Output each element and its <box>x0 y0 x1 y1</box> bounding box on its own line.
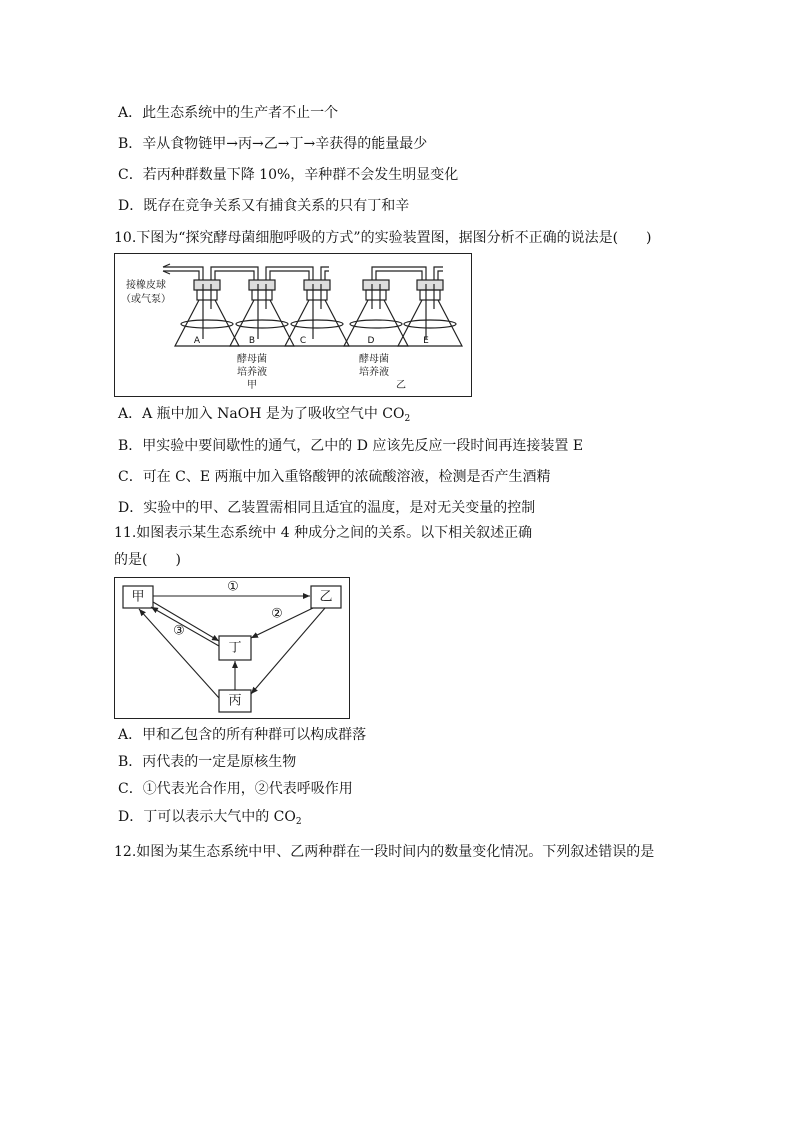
yeast-label-d-1: 酵母菌 <box>359 354 389 365</box>
q10-option-d: D．实验中的甲、乙装置需相同且适宜的温度，是对无关变量的控制 <box>118 500 536 516</box>
flask-c-label: C <box>299 336 307 346</box>
tube-d-e <box>372 267 426 280</box>
q11-option-d-text: D．丁可以表示大气中的 CO <box>118 809 296 825</box>
yeast-label-b-1: 酵母菌 <box>237 354 267 365</box>
q10-option-a <box>118 405 410 423</box>
q11-option-c: C．①代表光合作用，②代表呼吸作用 <box>118 781 353 797</box>
flask-a-label: A <box>193 336 201 346</box>
ecosystem-diagram <box>115 578 349 718</box>
label-3: ③ <box>173 623 185 639</box>
q9-option-d: D．既存在竞争关系又有捕食关系的只有丁和辛 <box>118 198 410 214</box>
q12-stem: 12.如图为某生态系统中甲、乙两种群在一段时间内的数量变化情况。下列叙述错误的是 <box>114 844 655 860</box>
flask-b-label: B <box>248 336 256 346</box>
flask-c <box>285 280 349 346</box>
q11-option-d <box>118 808 302 826</box>
yeast-label-d-2: 培养液 <box>359 367 389 378</box>
tube-a-b <box>211 267 258 280</box>
flask-a <box>175 280 239 346</box>
flask-e <box>398 280 462 346</box>
arrow-yi-to-bing <box>251 608 325 694</box>
node-bing: 丙 <box>228 693 242 709</box>
q11-stem-line2: 的是( ) <box>114 552 181 568</box>
node-ding: 丁 <box>228 640 242 656</box>
node-jia: 甲 <box>131 589 145 605</box>
arrow-bing-to-jia <box>139 609 219 698</box>
tube-b-c <box>266 267 313 280</box>
q9-option-a: A．此生态系统中的生产者不止一个 <box>118 105 339 121</box>
flask-b <box>230 280 294 346</box>
q10-option-a-subscript: 2 <box>404 414 411 424</box>
flask-d <box>344 280 408 346</box>
pump-label-2: （或气泵） <box>121 294 171 305</box>
q11-option-a: A．甲和乙包含的所有种群可以构成群落 <box>118 727 367 743</box>
q10-apparatus-figure <box>114 253 472 397</box>
q10-option-b: B．甲实验中要间歇性的通气，乙中的 D 应该先反应一段时间再连接装置 E <box>118 438 584 454</box>
node-yi: 乙 <box>319 589 333 605</box>
pump-label-1: 接橡皮球 <box>126 280 166 291</box>
flask-e-label: E <box>423 336 429 346</box>
group-yi-label: 乙 <box>396 380 406 391</box>
q10-option-c: C．可在 C、E 两瓶中加入重铬酸钾的浓硫酸溶液，检测是否产生酒精 <box>118 469 551 485</box>
label-2: ② <box>271 606 283 622</box>
q11-option-b: B．丙代表的一定是原核生物 <box>118 754 297 770</box>
group-jia-label: 甲 <box>247 380 257 391</box>
apparatus-diagram <box>115 254 471 396</box>
yeast-label-b-2: 培养液 <box>237 367 267 378</box>
q10-stem: 10.下图为“探究酵母菌细胞呼吸的方式”的实验装置图，据图分析不正确的说法是( ) <box>114 230 652 246</box>
flask-d-label: D <box>367 336 375 346</box>
q11-relationship-figure <box>114 577 350 719</box>
q10-option-a-text: A．A 瓶中加入 NaOH 是为了吸收空气中 CO <box>118 406 405 422</box>
arrow-3 <box>151 607 219 646</box>
q11-option-d-subscript: 2 <box>295 817 302 827</box>
label-1: ① <box>227 579 239 595</box>
q9-option-c: C．若丙种群数量下降 10%，辛种群不会发生明显变化 <box>118 167 459 183</box>
q11-stem-line1: 11.如图表示某生态系统中 4 种成分之间的关系。以下相关叙述正确 <box>114 525 533 541</box>
q9-option-b: B．辛从食物链甲→丙→乙→丁→辛获得的能量最少 <box>118 136 428 152</box>
